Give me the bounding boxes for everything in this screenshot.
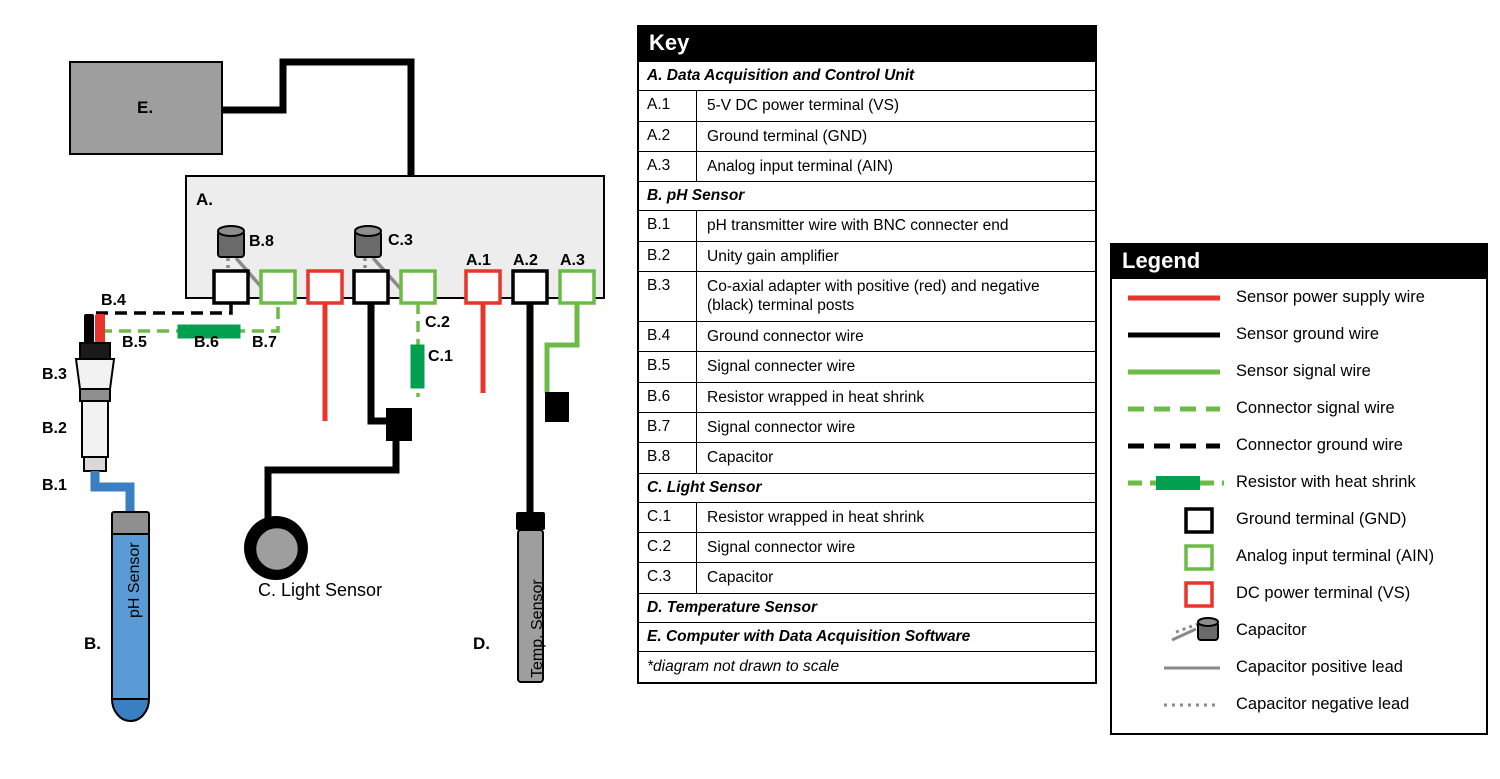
key-code: B.1 xyxy=(639,211,697,240)
label-b2: B.2 xyxy=(42,420,67,437)
key-code: A.1 xyxy=(639,91,697,120)
terminal-vs-1[interactable] xyxy=(308,271,342,303)
legend-title: Legend xyxy=(1112,245,1486,279)
key-note: *diagram not drawn to scale xyxy=(639,651,1095,682)
legend-resistor xyxy=(1112,464,1486,501)
legend-label: Sensor power supply wire xyxy=(1236,288,1425,307)
key-text: Co-axial adapter with positive (red) and negative (black) terminal posts xyxy=(707,278,1040,315)
light-sensor-junction xyxy=(386,408,412,441)
legend-capacitor xyxy=(1112,612,1486,649)
label-b8: B.8 xyxy=(249,233,274,250)
label-b3: B.3 xyxy=(42,366,67,383)
square-red-outline-icon xyxy=(1120,579,1236,609)
label-a3: A.3 xyxy=(560,252,585,269)
legend-panel xyxy=(1110,243,1488,735)
key-text: Signal connector wire xyxy=(707,418,856,436)
terminal-gnd-a2[interactable] xyxy=(513,271,547,303)
temp-sensor-body-label: Temp. Sensor xyxy=(529,579,546,678)
key-row-b5 xyxy=(639,351,1095,381)
resistor-heat-shrink-icon xyxy=(1120,468,1236,498)
legend-connector-signal-wire xyxy=(1112,390,1486,427)
key-section-b: B. pH Sensor xyxy=(639,181,1095,210)
terminal-gnd-2[interactable] xyxy=(354,271,388,303)
key-row-b7 xyxy=(639,412,1095,442)
key-text: Capacitor xyxy=(707,569,774,587)
key-text: Unity gain amplifier xyxy=(707,247,839,265)
terminal-ain-1[interactable] xyxy=(261,271,295,303)
legend-label: Sensor signal wire xyxy=(1236,362,1371,381)
label-b4: B.4 xyxy=(101,292,126,309)
key-section-a: A. Data Acquisition and Control Unit xyxy=(639,61,1095,90)
solid-line-red-icon xyxy=(1120,283,1236,313)
label-b5: B.5 xyxy=(122,334,147,351)
capacitor-b8-top xyxy=(218,226,244,236)
key-code: B.3 xyxy=(639,272,697,321)
ph-probe-cap xyxy=(112,512,149,534)
legend-label: Ground terminal (GND) xyxy=(1236,510,1407,529)
key-code: A.3 xyxy=(639,152,697,181)
key-row-b1 xyxy=(639,210,1095,240)
ph-amplifier-body xyxy=(82,401,108,457)
legend-label: Connector signal wire xyxy=(1236,399,1395,418)
legend-label: Capacitor positive lead xyxy=(1236,658,1403,677)
legend-ain-terminal xyxy=(1112,538,1486,575)
ph-probe-tip xyxy=(112,699,149,721)
terminal-ain-a3[interactable] xyxy=(560,271,594,303)
key-row-a1 xyxy=(639,90,1095,120)
key-code: B.4 xyxy=(639,322,697,351)
dotted-line-gray-icon xyxy=(1120,690,1236,720)
key-row-a3 xyxy=(639,151,1095,181)
square-green-outline-icon xyxy=(1120,542,1236,572)
dashed-line-green-icon xyxy=(1120,394,1236,424)
key-text: pH transmitter wire with BNC connecter end xyxy=(707,217,1009,235)
key-code: B.6 xyxy=(639,383,697,412)
legend-label: DC power terminal (VS) xyxy=(1236,584,1411,603)
legend-label: Resistor with heat shrink xyxy=(1236,473,1416,492)
key-code: A.2 xyxy=(639,122,697,151)
instrumentation-diagram xyxy=(0,0,630,779)
label-light-sensor: C. Light Sensor xyxy=(258,580,383,600)
label-e: E. xyxy=(137,98,154,117)
label-c2: C.2 xyxy=(425,314,450,331)
key-row-b3 xyxy=(639,271,1095,321)
key-row-c2 xyxy=(639,532,1095,562)
key-section-d: D. Temperature Sensor xyxy=(639,593,1095,622)
terminal-ain-2[interactable] xyxy=(401,271,435,303)
ph-adapter-body xyxy=(76,359,114,389)
legend-label: Capacitor xyxy=(1236,621,1307,640)
ph-sensor-body-label: pH Sensor xyxy=(126,542,143,618)
legend-label: Capacitor negative lead xyxy=(1236,695,1410,714)
label-b7: B.7 xyxy=(252,334,277,351)
light-sensor-face xyxy=(255,527,299,571)
key-row-c3 xyxy=(639,562,1095,592)
solid-line-gray-icon xyxy=(1120,653,1236,683)
key-code: C.3 xyxy=(639,563,697,592)
key-title: Key xyxy=(639,27,1095,61)
legend-signal-wire xyxy=(1112,353,1486,390)
capacitor-c3-top xyxy=(355,226,381,236)
legend-label: Analog input terminal (AIN) xyxy=(1236,547,1435,566)
legend-label: Sensor ground wire xyxy=(1236,325,1380,344)
key-code: B.7 xyxy=(639,413,697,442)
computer-daq-cable xyxy=(222,62,411,176)
label-d: D. xyxy=(473,634,490,653)
key-text: Ground terminal (GND) xyxy=(707,127,868,145)
legend-cap-positive-lead xyxy=(1112,649,1486,686)
key-section-c: C. Light Sensor xyxy=(639,473,1095,502)
resistor-c1-heat-shrink xyxy=(411,345,424,388)
legend-cap-negative-lead xyxy=(1112,686,1486,723)
label-a1: A.1 xyxy=(466,252,491,269)
key-row-c1 xyxy=(639,502,1095,532)
key-text: Resistor wrapped in heat shrink xyxy=(707,388,925,406)
label-b6: B.6 xyxy=(194,334,219,351)
key-table xyxy=(637,25,1097,684)
legend-ground-terminal xyxy=(1112,501,1486,538)
key-text: Resistor wrapped in heat shrink xyxy=(707,508,925,526)
label-c1: C.1 xyxy=(428,348,453,365)
ph-amplifier-collar xyxy=(80,389,110,401)
key-text: 5-V DC power terminal (VS) xyxy=(707,97,900,115)
key-row-b2 xyxy=(639,241,1095,271)
label-b1: B.1 xyxy=(42,477,67,494)
key-text: Analog input terminal (AIN) xyxy=(707,157,894,175)
key-text: Signal connector wire xyxy=(707,539,856,557)
legend-label: Connector ground wire xyxy=(1236,436,1403,455)
wire-temp-signal xyxy=(547,303,577,393)
wire-b1-transmitter xyxy=(95,471,130,512)
key-section-e: E. Computer with Data Acquisition Software xyxy=(639,622,1095,651)
legend-ground-wire xyxy=(1112,316,1486,353)
temp-sensor-junction xyxy=(545,392,569,422)
ph-amplifier-base xyxy=(84,457,106,471)
key-row-a2 xyxy=(639,121,1095,151)
terminal-vs-a1[interactable] xyxy=(466,271,500,303)
key-code: B.5 xyxy=(639,352,697,381)
square-black-outline-icon xyxy=(1120,505,1236,535)
key-code: C.1 xyxy=(639,503,697,532)
dashed-line-black-icon xyxy=(1120,431,1236,461)
solid-line-black-icon xyxy=(1120,320,1236,350)
key-code: B.2 xyxy=(639,242,697,271)
key-code: B.8 xyxy=(639,443,697,472)
label-b: B. xyxy=(84,634,101,653)
legend-power-wire xyxy=(1112,279,1486,316)
terminal-gnd-1[interactable] xyxy=(214,271,248,303)
key-text: Signal connecter wire xyxy=(707,358,856,376)
ph-adapter-cap xyxy=(80,343,110,359)
label-c3: C.3 xyxy=(388,232,413,249)
temp-sensor-cap xyxy=(516,512,545,530)
solid-line-green-icon xyxy=(1120,357,1236,387)
key-row-b6 xyxy=(639,382,1095,412)
label-a2: A.2 xyxy=(513,252,538,269)
key-row-b8 xyxy=(639,442,1095,472)
key-text: Capacitor xyxy=(707,449,774,467)
key-row-b4 xyxy=(639,321,1095,351)
legend-connector-ground-wire xyxy=(1112,427,1486,464)
wire-light-sensor-ground xyxy=(268,303,396,521)
key-text: Ground connector wire xyxy=(707,327,864,345)
key-code: C.2 xyxy=(639,533,697,562)
legend-vs-terminal xyxy=(1112,575,1486,612)
label-a: A. xyxy=(196,190,213,209)
capacitor-icon xyxy=(1120,616,1236,646)
